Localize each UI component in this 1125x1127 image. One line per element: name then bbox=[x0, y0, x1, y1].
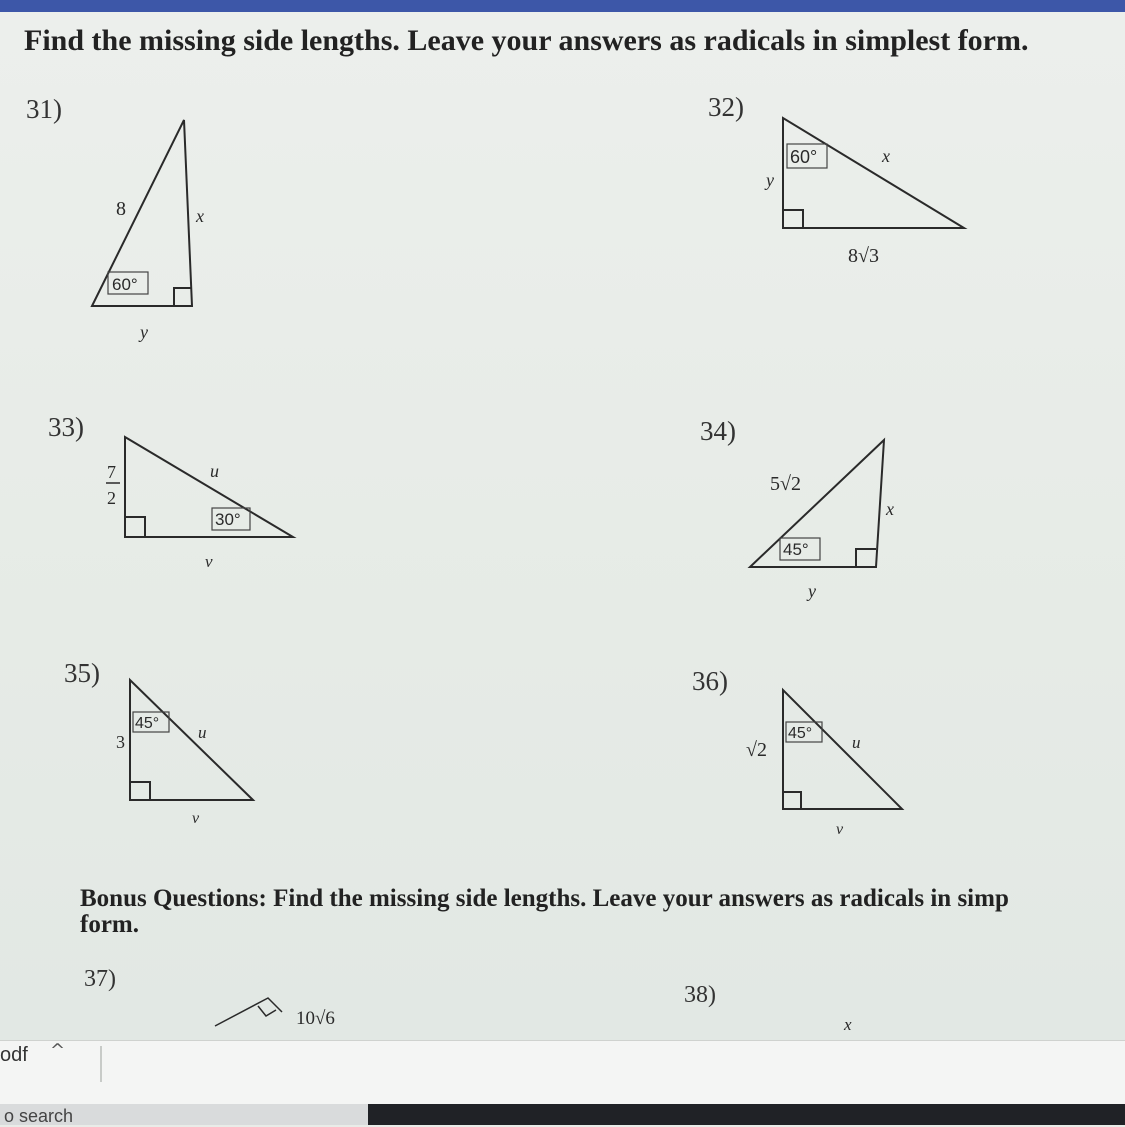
problem-37-number: 37) bbox=[84, 966, 116, 992]
label-31-x: x bbox=[196, 206, 204, 226]
label-31-y: y bbox=[140, 322, 148, 342]
download-bar bbox=[0, 1040, 1125, 1105]
label-32-base: 8√3 bbox=[848, 245, 879, 267]
label-31-hyp: 8 bbox=[116, 198, 126, 220]
label-35-angle: 45° bbox=[135, 715, 160, 732]
label-36-angle: 45° bbox=[788, 725, 813, 742]
right-angle-mark-35 bbox=[130, 782, 150, 800]
label-35-u: u bbox=[198, 723, 207, 742]
worksheet-title: Find the missing side lengths. Leave your answers as radicals in simplest form. bbox=[24, 24, 1029, 57]
label-36-u: u bbox=[852, 733, 861, 752]
label-33-leg-denominator: 2 bbox=[107, 488, 116, 508]
label-33-angle: 30° bbox=[215, 510, 241, 529]
label-36-leg: √2 bbox=[746, 739, 767, 761]
triangle-32 bbox=[783, 118, 964, 228]
problem-33-number: 33) bbox=[48, 412, 84, 442]
label-32-y: y bbox=[766, 170, 774, 190]
label-34-y: y bbox=[808, 581, 816, 601]
label-34-x: x bbox=[886, 499, 894, 519]
bonus-line-2: form. bbox=[80, 911, 139, 938]
triangle-34 bbox=[750, 440, 884, 567]
label-34-angle: 45° bbox=[783, 540, 809, 559]
right-angle-mark-34 bbox=[856, 549, 876, 567]
problem-38-number: 38) bbox=[684, 982, 716, 1008]
download-bar-divider bbox=[100, 1046, 102, 1082]
bonus-line-1: Bonus Questions: Find the missing side lengths. Leave your answers as radicals in simp bbox=[80, 886, 1009, 912]
chevron-up-icon[interactable]: ^ bbox=[50, 1040, 66, 1061]
problem-31-number: 31) bbox=[26, 94, 62, 124]
triangle-33 bbox=[125, 437, 293, 537]
label-32-x: x bbox=[882, 146, 890, 166]
triangle-31 bbox=[92, 120, 192, 306]
label-37-side: 10√6 bbox=[296, 1008, 335, 1029]
label-33-leg-numerator: 7 bbox=[107, 462, 116, 482]
label-35-v: v bbox=[192, 810, 200, 827]
problem-34-number: 34) bbox=[700, 416, 736, 446]
right-angle-mark-37 bbox=[258, 1006, 276, 1016]
label-36-v: v bbox=[836, 821, 844, 838]
problem-32-number: 32) bbox=[708, 92, 744, 122]
right-angle-mark-31 bbox=[174, 288, 192, 306]
download-item-filename[interactable]: odf bbox=[0, 1044, 28, 1066]
label-34-hyp: 5√2 bbox=[770, 473, 801, 495]
label-38-x: x bbox=[844, 1015, 852, 1034]
label-31-angle: 60° bbox=[112, 275, 138, 294]
right-angle-mark-32 bbox=[783, 210, 803, 228]
right-angle-mark-36 bbox=[783, 792, 801, 809]
problem-35-number: 35) bbox=[64, 658, 100, 688]
label-35-leg: 3 bbox=[116, 732, 125, 752]
taskbar-search-text: o search bbox=[4, 1106, 74, 1126]
label-33-u: u bbox=[210, 461, 219, 481]
label-33-v: v bbox=[205, 552, 213, 571]
label-32-angle: 60° bbox=[790, 147, 818, 167]
bonus-instructions bbox=[80, 886, 1120, 938]
right-angle-mark-33 bbox=[125, 517, 145, 537]
problem-36-number: 36) bbox=[692, 666, 728, 696]
